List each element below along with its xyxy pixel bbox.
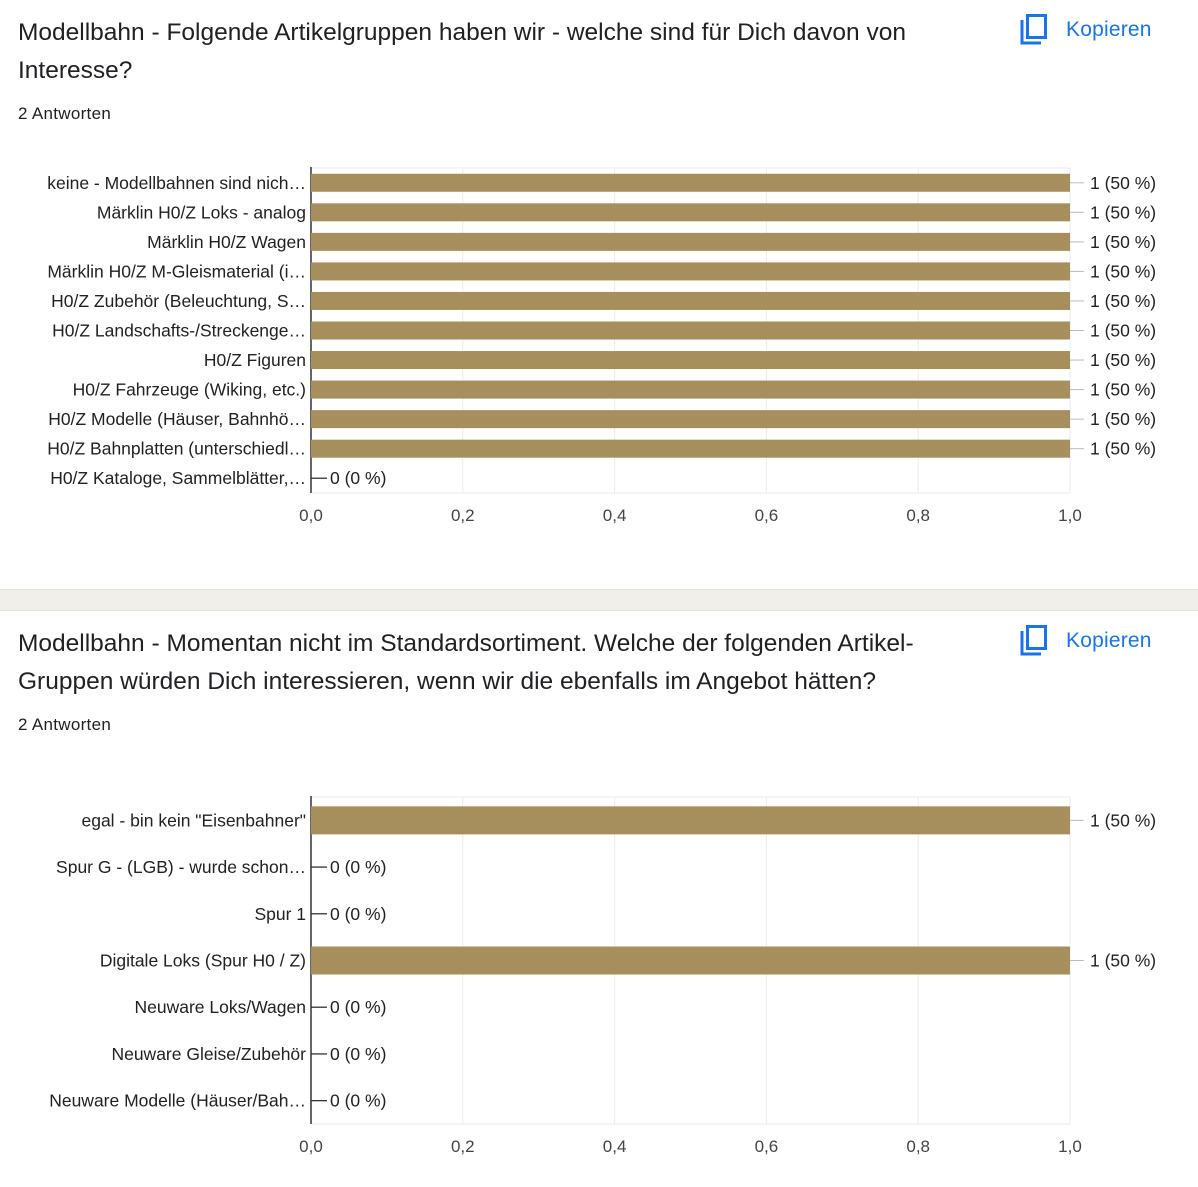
- bar: [311, 322, 1070, 340]
- copy-button[interactable]: [1016, 10, 1152, 50]
- data-label: 1 (50 %): [1090, 320, 1157, 341]
- x-tick-label: 0,4: [602, 506, 627, 525]
- x-tick-label: 1,0: [1058, 1137, 1082, 1156]
- bar: [311, 440, 1070, 458]
- category-label: Neuware Modelle (Häuser/Bah…: [49, 1090, 306, 1111]
- copy-button[interactable]: [1016, 621, 1152, 661]
- category-label: Märklin H0/Z Loks - analog: [96, 202, 306, 223]
- bar: [311, 351, 1070, 369]
- data-label: 1 (50 %): [1090, 810, 1157, 831]
- category-label: Märklin H0/Z Wagen: [147, 231, 306, 252]
- question-card: [0, 611, 1198, 1187]
- x-tick-label: 0,0: [299, 1137, 323, 1156]
- question-title: Modellbahn - Momentan nicht im Standardsortiment. Welche der folgenden Artikel-Gruppen würden Dich interessieren, wenn wir die ebenfalls im Angebot hätten?: [18, 630, 914, 695]
- data-label: 0 (0 %): [330, 1090, 387, 1111]
- data-label: 1 (50 %): [1090, 290, 1157, 311]
- data-label: 1 (50 %): [1090, 231, 1157, 252]
- category-label: H0/Z Zubehör (Beleuchtung, S…: [51, 290, 306, 311]
- category-label: Spur G - (LGB) - wurde schon…: [56, 857, 306, 878]
- copy-icon: [1016, 623, 1052, 659]
- category-label: H0/Z Bahnplatten (unterschiedl…: [47, 438, 306, 459]
- data-label: 0 (0 %): [330, 1043, 387, 1064]
- data-label: 1 (50 %): [1090, 950, 1157, 971]
- x-tick-label: 0,2: [450, 1137, 475, 1156]
- x-tick-label: 0,2: [450, 506, 475, 525]
- category-label: Digitale Loks (Spur H0 / Z): [99, 950, 306, 971]
- bar: [311, 806, 1070, 834]
- data-label: 1 (50 %): [1090, 409, 1157, 430]
- data-label: 1 (50 %): [1090, 172, 1157, 193]
- bar: [311, 174, 1070, 192]
- section-divider: [0, 589, 1198, 611]
- x-tick-label: 0,8: [906, 506, 931, 525]
- data-label: 0 (0 %): [330, 468, 387, 489]
- category-label: Neuware Gleise/Zubehör: [111, 1043, 306, 1064]
- bar: [311, 262, 1070, 280]
- category-label: H0/Z Landschafts-/Streckenge…: [52, 320, 306, 341]
- bar-chart: [0, 761, 1198, 1161]
- x-tick-label: 0,8: [906, 1137, 931, 1156]
- copy-label: Kopieren: [1066, 629, 1152, 652]
- category-label: Spur 1: [254, 903, 306, 924]
- x-tick-label: 1,0: [1058, 506, 1082, 525]
- category-label: Märklin H0/Z M-Gleismaterial (i…: [47, 261, 306, 282]
- x-tick-label: 0,0: [299, 506, 323, 525]
- x-tick-label: 0,4: [602, 1137, 627, 1156]
- data-label: 1 (50 %): [1090, 350, 1157, 371]
- question-card: [0, 0, 1198, 589]
- x-tick-label: 0,6: [754, 1137, 779, 1156]
- data-label: 0 (0 %): [330, 857, 387, 878]
- category-label: keine - Modellbahnen sind nich…: [47, 172, 306, 193]
- data-label: 1 (50 %): [1090, 261, 1157, 282]
- bar: [311, 410, 1070, 428]
- response-count: 2 Antworten: [18, 104, 112, 123]
- data-label: 1 (50 %): [1090, 202, 1157, 223]
- bar: [311, 233, 1070, 251]
- bar: [311, 292, 1070, 310]
- x-tick-label: 0,6: [754, 506, 779, 525]
- category-label: H0/Z Fahrzeuge (Wiking, etc.): [72, 379, 306, 400]
- data-label: 1 (50 %): [1090, 438, 1157, 459]
- bar: [311, 381, 1070, 399]
- bar: [311, 947, 1070, 975]
- copy-icon: [1016, 12, 1052, 48]
- data-label: 0 (0 %): [330, 903, 387, 924]
- question-title: Modellbahn - Folgende Artikelgruppen haben wir - welche sind für Dich davon von Interesse?: [18, 19, 906, 84]
- category-label: egal - bin kein "Eisenbahner": [81, 810, 306, 831]
- data-label: 1 (50 %): [1090, 379, 1157, 400]
- bar: [311, 203, 1070, 221]
- category-label: H0/Z Figuren: [203, 350, 306, 371]
- data-label: 0 (0 %): [330, 997, 387, 1018]
- bar-chart: [0, 150, 1198, 550]
- copy-label: Kopieren: [1066, 18, 1152, 41]
- category-label: Neuware Loks/Wagen: [134, 997, 306, 1018]
- category-label: H0/Z Kataloge, Sammelblätter,…: [50, 468, 306, 489]
- category-label: H0/Z Modelle (Häuser, Bahnhö…: [48, 409, 306, 430]
- response-count: 2 Antworten: [18, 715, 112, 734]
